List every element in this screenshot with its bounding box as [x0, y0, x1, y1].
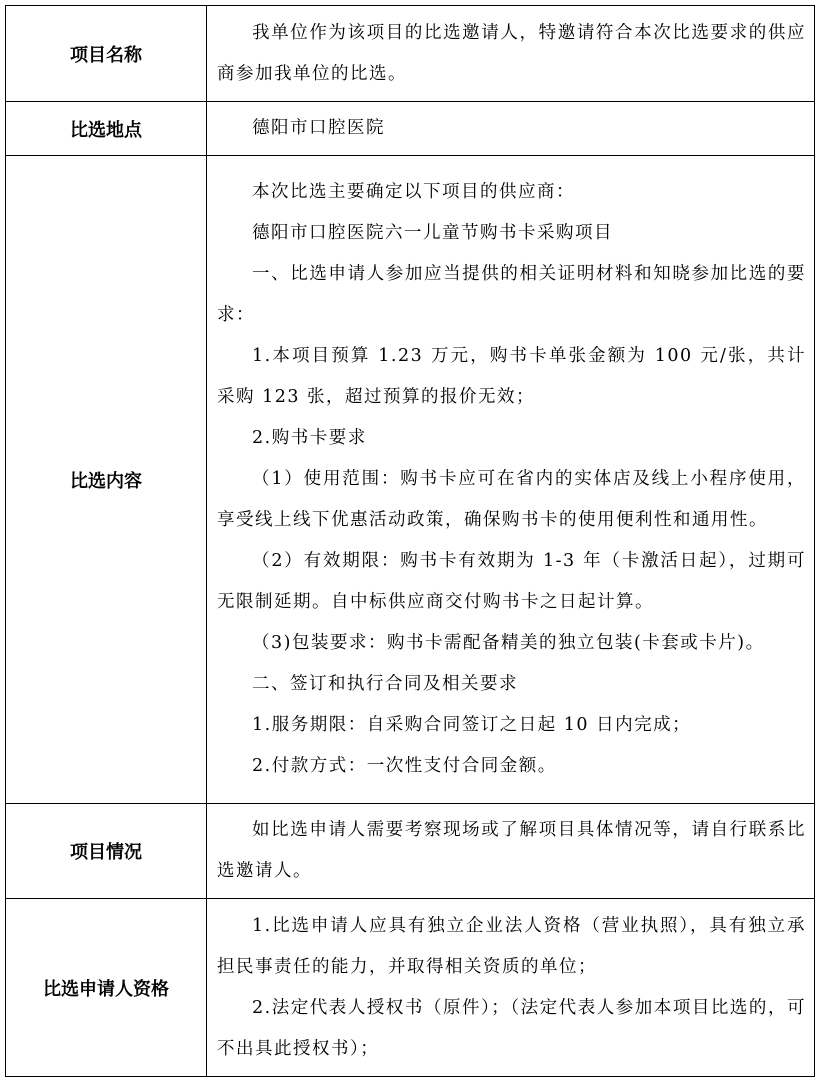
bid-content [207, 156, 815, 804]
project-name-content [207, 6, 815, 102]
content-paragraph: 1.本项目预算 1.23 万元，购书卡单张金额为 100 元/张，共计采购 123 张，超过预算的报价无效； [217, 346, 806, 407]
content-paragraph: 德阳市口腔医院六一儿童节购书卡采购项目 [252, 223, 613, 243]
row-bid-content [6, 156, 815, 804]
row-project-name [6, 6, 815, 102]
content-paragraph: 二、签订和执行合同及相关要求 [252, 674, 518, 694]
content-paragraph: （1）使用范围：购书卡应可在省内的实体店及线上小程序使用，享受线上线下优惠活动政策，确保购书卡的使用便利性和通用性。 [217, 469, 806, 530]
content-paragraph: 一、比选申请人参加应当提供的相关证明材料和知晓参加比选的要求： [217, 264, 806, 325]
project-situation-text: 如比选申请人需要考察现场或了解项目具体情况等，请自行联系比选邀请人。 [217, 820, 806, 881]
qualification-paragraph: 1.比选申请人应具有独立企业法人资格（营业执照），具有独立承担民事责任的能力，并取得相关资质的单位； [217, 915, 806, 977]
qualification-paragraph: 2.法定代表人授权书（原件）；（法定代表人参加本项目比选的，可不出具此授权书）； [217, 997, 806, 1059]
content-paragraph: 本次比选主要确定以下项目的供应商： [252, 182, 575, 202]
content-paragraph: （3)包装要求：购书卡需配备精美的独立包装(卡套或卡片)。 [252, 633, 765, 653]
content-paragraph: 1.服务期限：自采购合同签订之日起 10 日内完成； [252, 715, 692, 735]
content-paragraph: 2.购书卡要求 [252, 428, 367, 448]
content-paragraph: 2.付款方式：一次性支付合同金额。 [252, 756, 557, 776]
bid-content-label: 比选内容 [6, 156, 207, 804]
row-location [6, 102, 815, 156]
project-situation-label: 项目情况 [6, 804, 207, 899]
row-applicant-qualification [6, 899, 815, 1077]
qualification-content [207, 899, 815, 1077]
location-content [207, 102, 815, 156]
qualification-label: 比选申请人资格 [6, 899, 207, 1077]
project-name-label: 项目名称 [6, 6, 207, 102]
bidding-info-table [5, 5, 815, 1077]
row-project-situation [6, 804, 815, 899]
content-paragraph: （2）有效期限：购书卡有效期为 1-3 年（卡激活日起），过期可无限制延期。自中标供应商交付购书卡之日起计算。 [217, 551, 806, 612]
location-label: 比选地点 [6, 102, 207, 156]
project-name-text: 我单位作为该项目的比选邀请人，特邀请符合本次比选要求的供应商参加我单位的比选。 [217, 22, 806, 84]
location-text: 德阳市口腔医院 [252, 118, 385, 138]
project-situation-content [207, 804, 815, 899]
